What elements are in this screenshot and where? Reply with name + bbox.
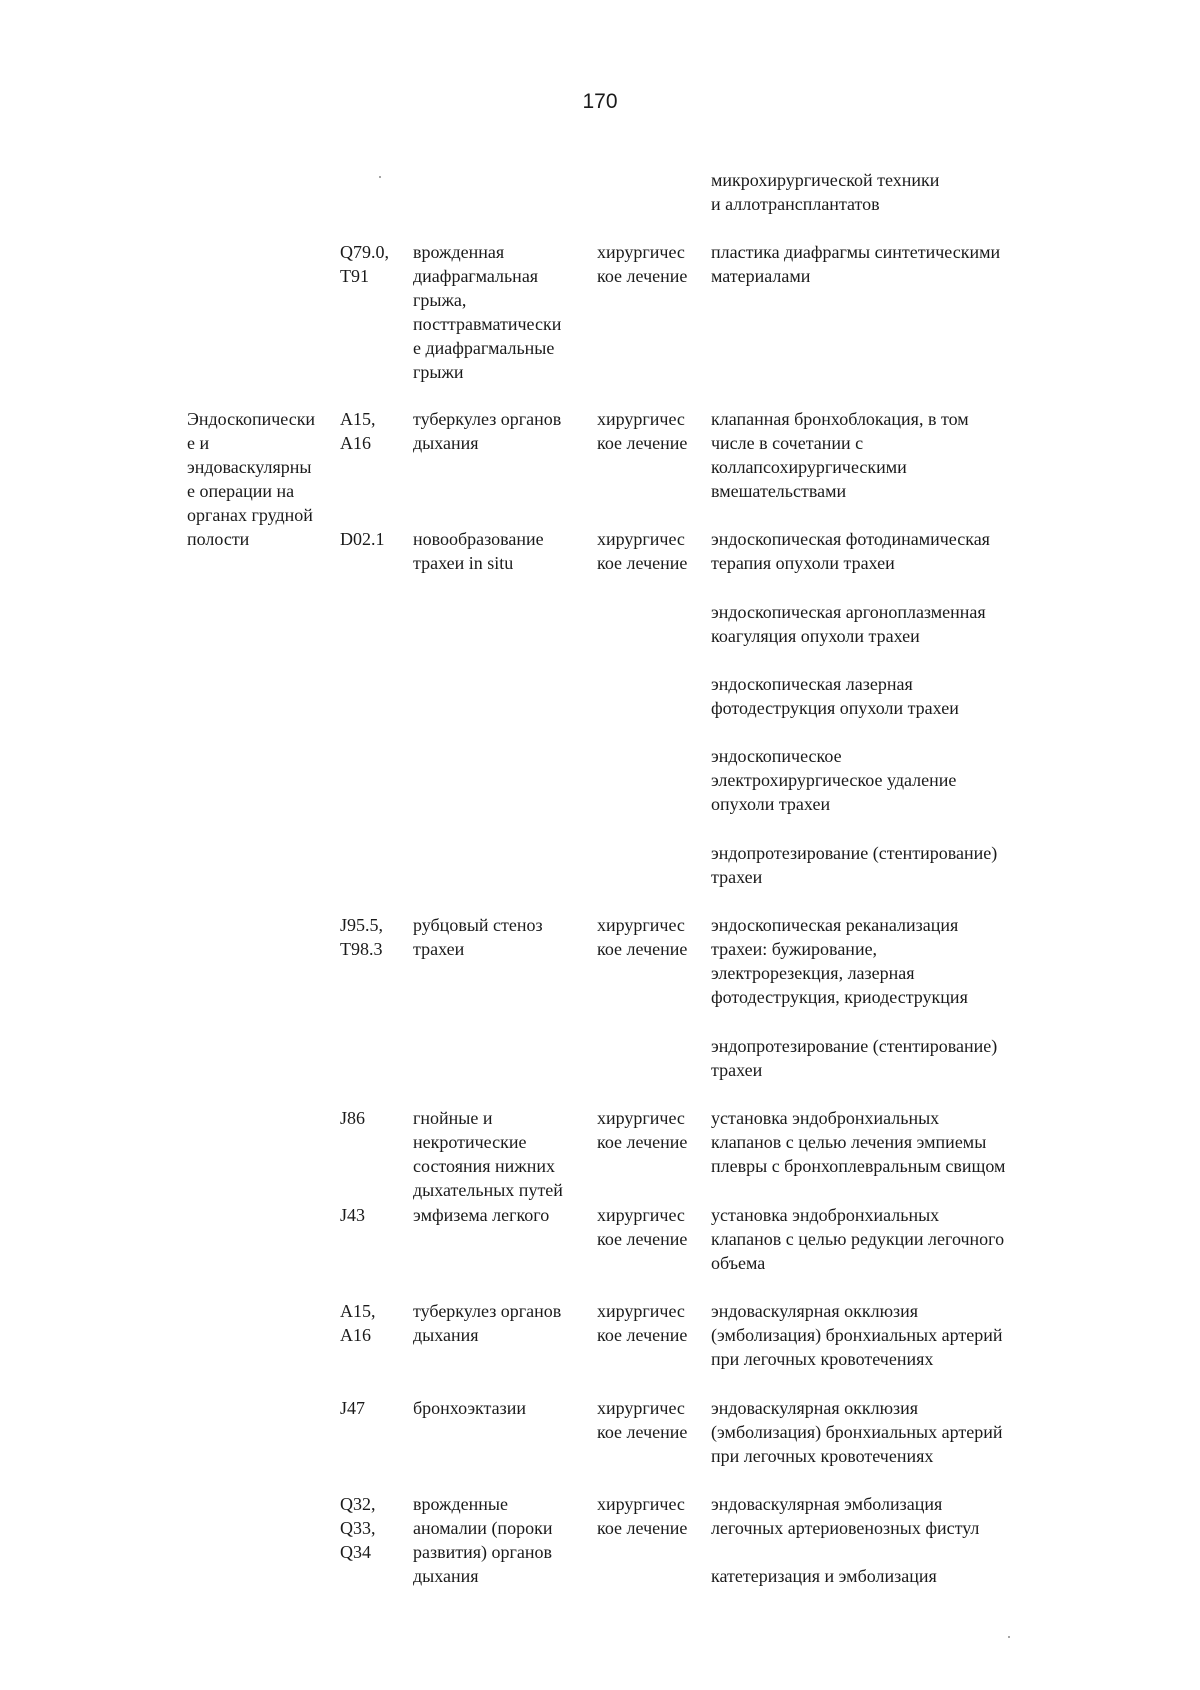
treatment-type: хирургичес кое лечение bbox=[597, 242, 688, 286]
disease-description: врожденная диафрагмальная грыжа, посттравматически е диафрагмальные грыжи bbox=[413, 242, 562, 382]
method-text: установка эндобронхиальных клапанов с целью редукции легочного объема bbox=[711, 1205, 1005, 1273]
diagnosis-code: A15, A16 bbox=[340, 409, 376, 453]
disease-description: туберкулез органов дыхания bbox=[413, 409, 562, 453]
disease-description: новообразование трахеи in situ bbox=[413, 529, 544, 573]
method-text: эндопротезирование (стентирование) трахеи bbox=[711, 843, 998, 887]
disease-description: бронхоэктазии bbox=[413, 1398, 527, 1418]
method-text: эндоскопическая лазерная фотодеструкция опухоли трахеи bbox=[711, 674, 959, 718]
method-text: эндоваскулярная окклюзия (эмболизация) бронхиальных артерий при легочных кровотечениях bbox=[711, 1301, 1003, 1369]
method-text: эндоскопическое электрохирургическое удаление опухоли трахеи bbox=[711, 746, 957, 814]
disease-description: туберкулез органов дыхания bbox=[413, 1301, 562, 1345]
diagnosis-code: A15, A16 bbox=[340, 1301, 376, 1345]
page-number: 170 bbox=[582, 90, 618, 113]
method-text: эндоваскулярная эмболизация легочных артериовенозных фистул bbox=[711, 1494, 980, 1538]
diagnosis-code: D02.1 bbox=[340, 529, 385, 549]
diagnosis-code: J86 bbox=[340, 1108, 366, 1128]
treatment-type: хирургичес кое лечение bbox=[597, 1205, 688, 1249]
treatment-type: хирургичес кое лечение bbox=[597, 1494, 688, 1538]
diagnosis-code: J47 bbox=[340, 1398, 366, 1418]
disease-description: эмфизема легкого bbox=[413, 1205, 550, 1225]
scan-speck bbox=[379, 176, 381, 178]
disease-description: врожденные аномалии (пороки развития) органов дыхания bbox=[413, 1494, 553, 1586]
diagnosis-code: Q32, Q33, Q34 bbox=[340, 1494, 376, 1562]
method-text: клапанная бронхоблокация, в том числе в сочетании с коллапсохирургическими вмешательствами bbox=[711, 409, 969, 501]
disease-description: гнойные и некротические состояния нижних дыхательных путей bbox=[413, 1108, 563, 1200]
diagnosis-code: Q79.0, T91 bbox=[340, 242, 389, 286]
method-text: катетеризация и эмболизация bbox=[711, 1566, 937, 1586]
method-text: эндоваскулярная окклюзия (эмболизация) бронхиальных артерий при легочных кровотечениях bbox=[711, 1398, 1003, 1466]
section-label: Эндоскопически е и эндоваскулярны е операции на органах грудной полости bbox=[187, 409, 316, 549]
treatment-type: хирургичес кое лечение bbox=[597, 1301, 688, 1345]
treatment-type: хирургичес кое лечение bbox=[597, 1398, 688, 1442]
treatment-type: хирургичес кое лечение bbox=[597, 1108, 688, 1152]
treatment-type: хирургичес кое лечение bbox=[597, 409, 688, 453]
method-text: пластика диафрагмы синтетическими материалами bbox=[711, 242, 1001, 286]
scan-speck bbox=[1008, 1636, 1010, 1638]
treatment-type: хирургичес кое лечение bbox=[597, 529, 688, 573]
method-text: микрохирургической техники и аллотрансплантатов bbox=[711, 170, 940, 214]
method-text: эндопротезирование (стентирование) трахеи bbox=[711, 1036, 998, 1080]
treatment-type: хирургичес кое лечение bbox=[597, 915, 688, 959]
method-text: эндоскопическая аргоноплазменная коагуляция опухоли трахеи bbox=[711, 602, 986, 646]
diagnosis-code: J43 bbox=[340, 1205, 366, 1225]
disease-description: рубцовый стеноз трахеи bbox=[413, 915, 543, 959]
method-text: эндоскопическая реканализация трахеи: бужирование, электрорезекция, лазерная фотодеструкция, криодеструкция bbox=[711, 915, 968, 1007]
method-text: установка эндобронхиальных клапанов с целью лечения эмпиемы плевры с бронхоплевральным свищом bbox=[711, 1108, 1006, 1176]
diagnosis-code: J95.5, T98.3 bbox=[340, 915, 384, 959]
method-text: эндоскопическая фотодинамическая терапия опухоли трахеи bbox=[711, 529, 990, 573]
